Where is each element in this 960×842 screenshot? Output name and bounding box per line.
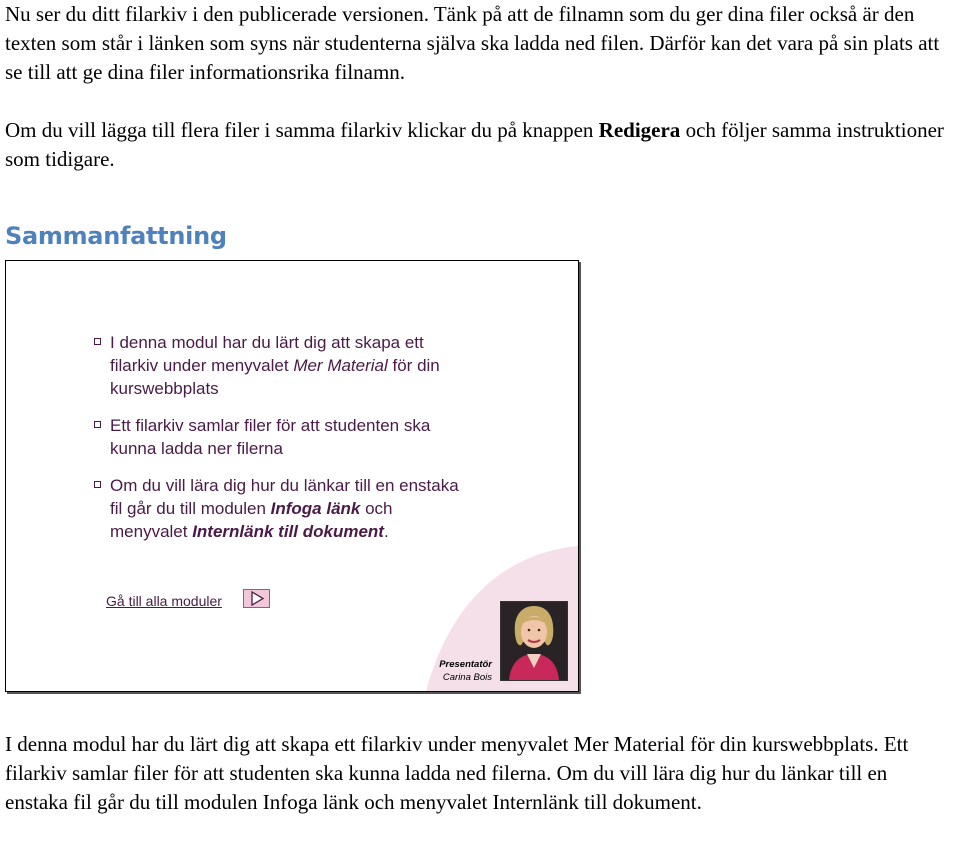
presenter-caption <box>439 658 492 684</box>
square-bullet-icon <box>94 421 101 428</box>
slide-bullet-1 <box>94 331 474 400</box>
presenter-portrait-image <box>501 602 567 680</box>
presenter-role: Presentatör <box>439 659 492 670</box>
slide-bullet-2-text: Ett filarkiv samlar filer för att studenten ska kunna ladda ner filerna <box>110 416 431 458</box>
edit-button-reference: Redigera <box>598 118 681 142</box>
summary-paragraph: I denna modul har du lärt dig att skapa ett filarkiv under menyvalet Mer Material för din kurswebbplats. Ett filarkiv samlar filer för att studenten ska kunna ladda ned filerna. Om du vill lära dig hur du länkar till en enstaka fil går du till modulen Infoga länk och menyvalet Internlänk till dokument. <box>5 732 909 814</box>
intro-paragraph-2-text-a: Om du vill lägga till flera filer i samma filarkiv klickar du på knappen <box>5 118 599 142</box>
slide-bullet-list <box>94 331 474 557</box>
section-heading: Sammanfattning <box>5 222 227 250</box>
slide-bullet-1-text-a: I denna modul har du lärt dig att skapa ett filarkiv under menyvalet <box>110 333 424 375</box>
summary-slide <box>5 260 579 692</box>
slide-bullet-3-menu-name: Internlänk till dokument <box>192 522 384 541</box>
square-bullet-icon <box>94 481 101 488</box>
presenter-photo <box>500 601 568 681</box>
slide-bullet-1-italic: Mer Material <box>293 356 388 375</box>
slide-bullet-3-text-a: Om du vill lära dig hur du länkar till en enstaka fil går du till modulen <box>110 476 459 518</box>
slide-bullet-3-text-c: . <box>383 522 389 541</box>
slide-bullet-3-text-b: och menyvalet <box>110 499 393 541</box>
intro-paragraph-2-text-b: och följer samma instruktioner som tidigare. <box>5 118 944 171</box>
slide-bullet-3-module-name: Infoga länk <box>270 499 361 518</box>
play-button[interactable] <box>243 589 270 608</box>
intro-paragraph-1: Nu ser du ditt filarkiv i den publicerade versionen. Tänk på att de filnamn som du ger dina filer också är den texten som står i länken som syns när studenterna själva ska ladda ned filen. Därför kan det vara på sin plats att se till att ge dina filer informationsrika filnamn. <box>5 2 940 84</box>
all-modules-link[interactable]: Gå till alla moduler <box>106 593 222 609</box>
slide-bullet-2 <box>94 414 474 460</box>
square-bullet-icon <box>94 338 101 345</box>
presenter-name: Carina Bois <box>442 672 492 683</box>
intro-paragraph-2 <box>5 116 955 174</box>
slide-bullet-3 <box>94 474 474 543</box>
slide-bullet-1-text-b: för din kurswebbplats <box>110 356 440 398</box>
play-triangle-icon <box>244 590 269 607</box>
